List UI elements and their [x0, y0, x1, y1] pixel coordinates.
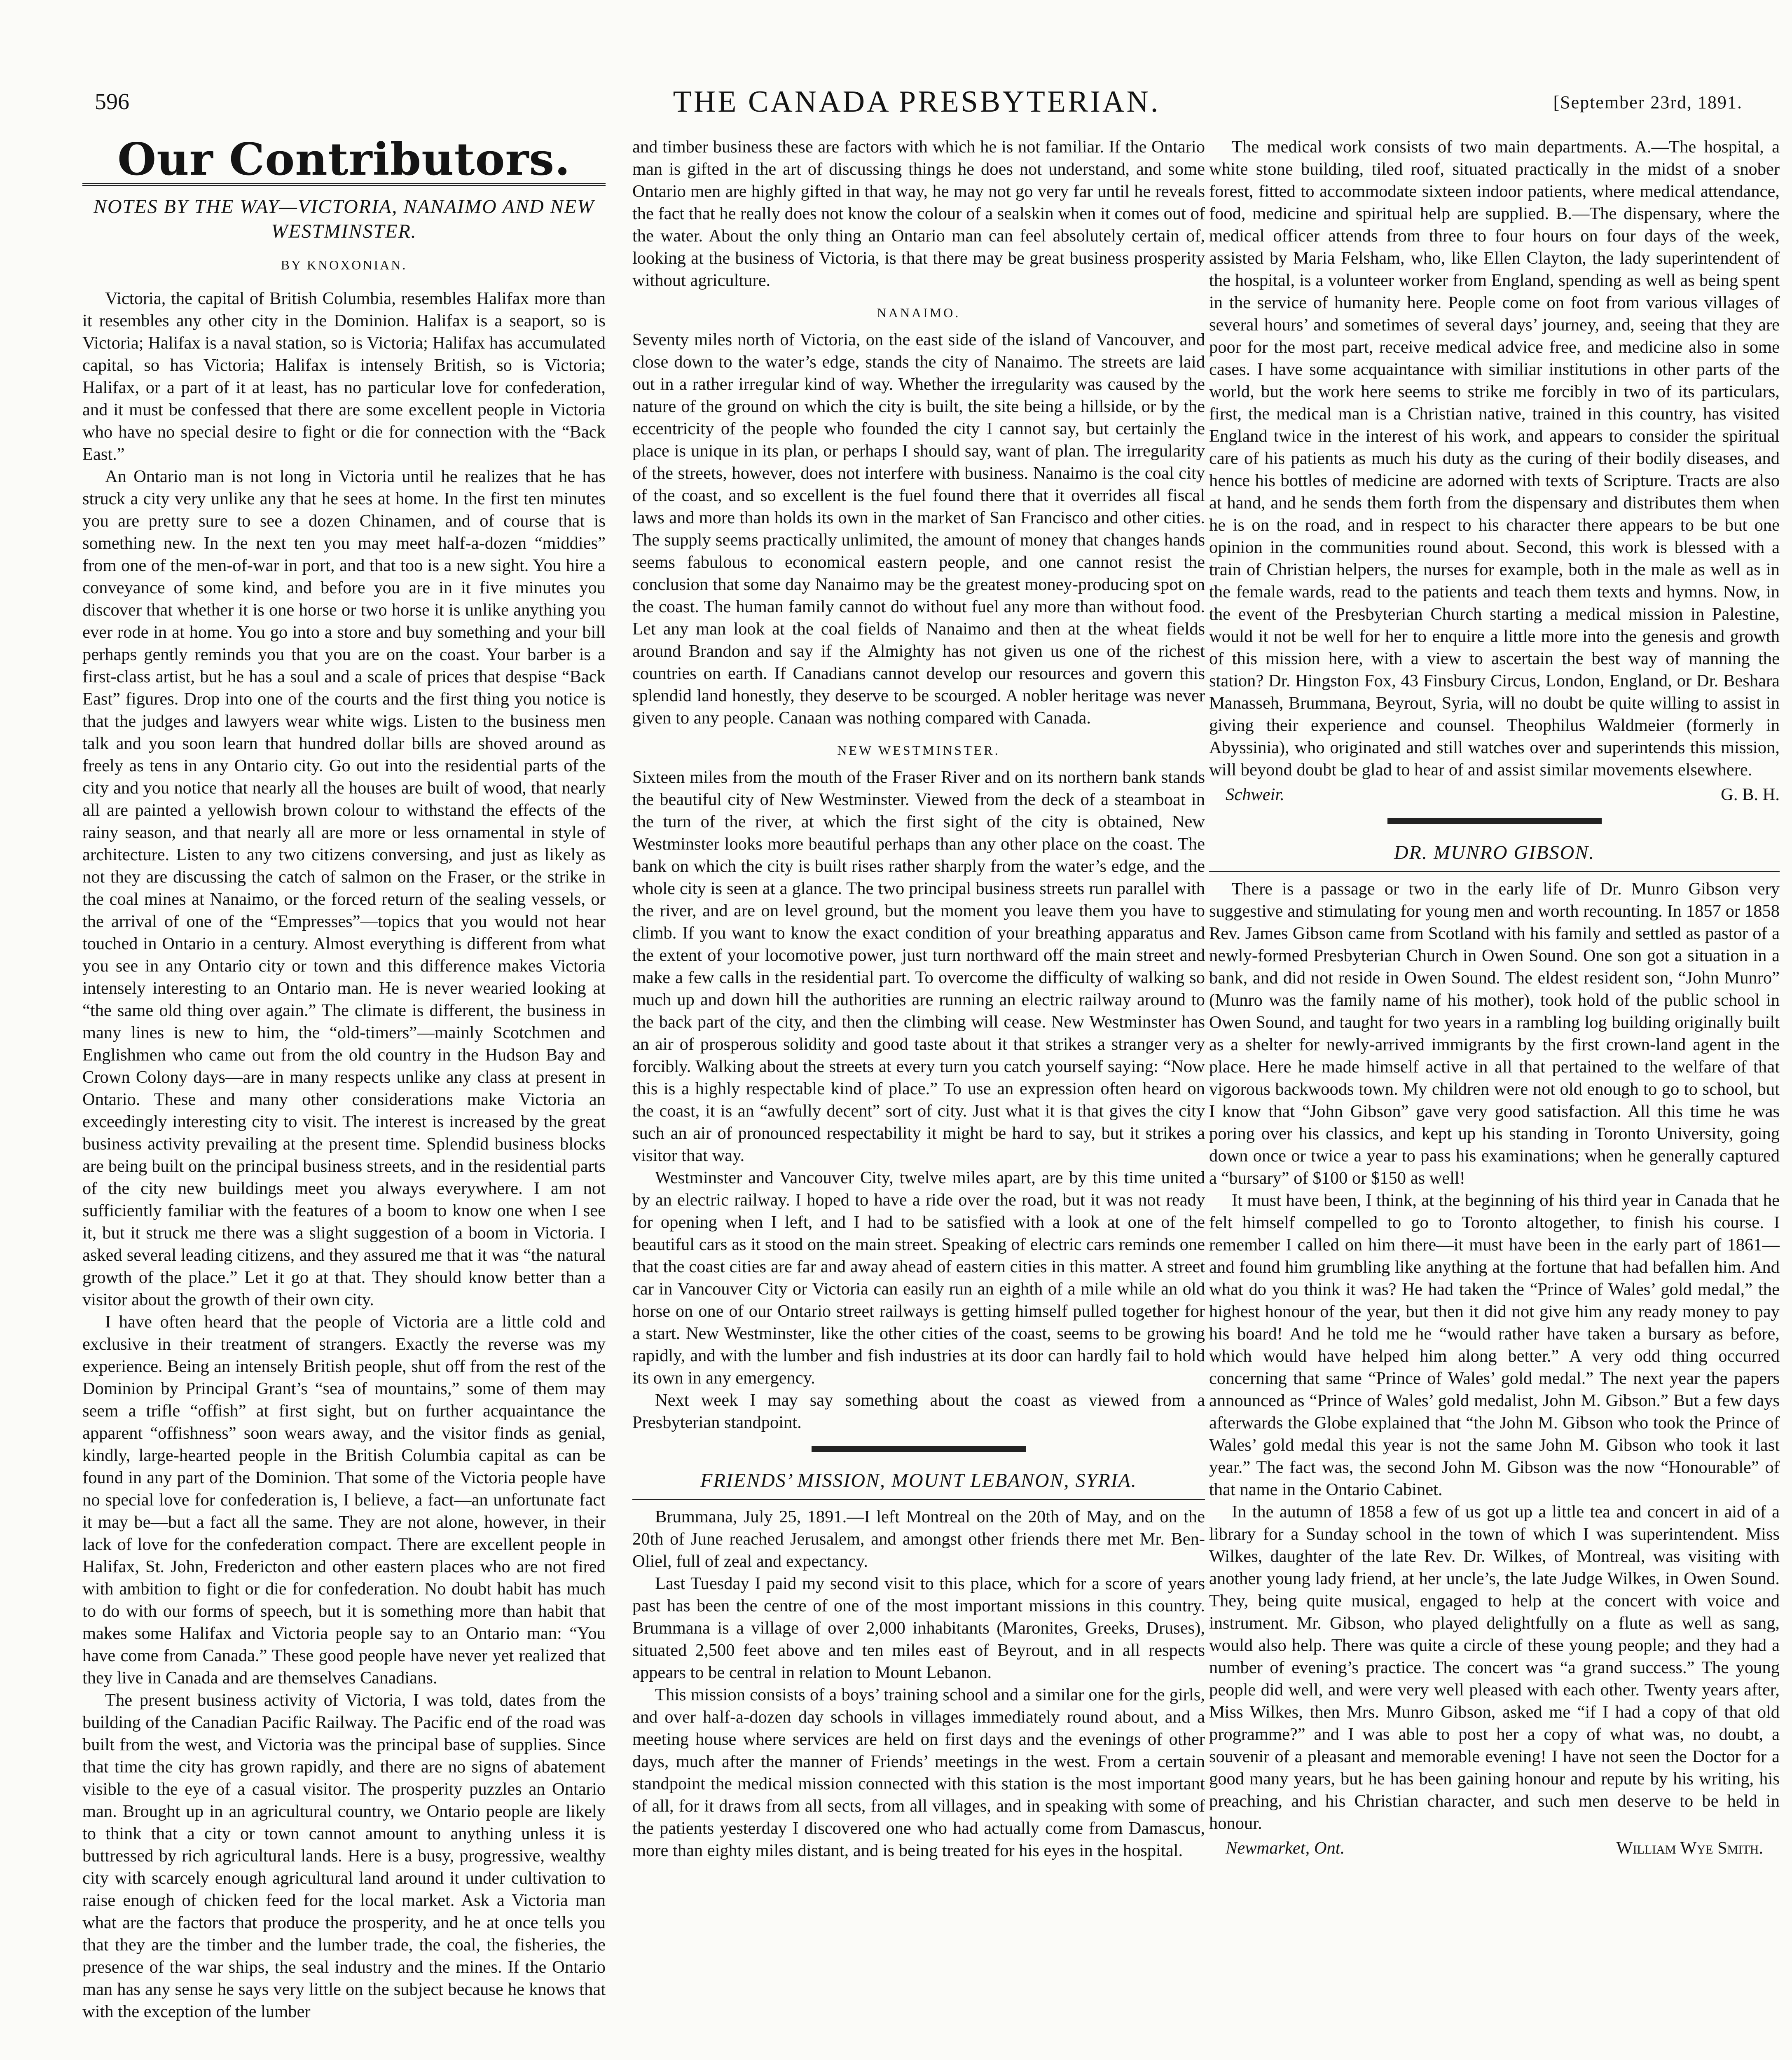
divider	[1209, 871, 1780, 872]
journal-title: THE CANADA PRESBYTERIAN.	[673, 85, 1160, 119]
article-paragraph: This mission consists of a boys’ training school and a similar one for the girls, and over half-a-dozen day schools in villages immediately round about, and a meeting house where services are held on first days and the evenings of other days, much after the manner of Friends’ meetings in the west. From a certain standpoint the medical mission connected with this station is the most important of all, for it draws from all sects, from all villages, and in speaking with some of the patients yesterday I discovered one who had actually come from Damascus, more than eighty miles distant, and is being treated for his eyes in the hospital.	[632, 1685, 1205, 1860]
signature-line	[1209, 1837, 1780, 1859]
divider	[632, 1499, 1205, 1500]
article-place: Schweir.	[1226, 785, 1284, 804]
article-paragraph: Sixteen miles from the mouth of the Fraser River and on its northern bank stands the beautiful city of New Westminster. Viewed from the deck of a steamboat in the turn of the river, at which the first sight of the city is obtained, New Westminster looks more beautiful perhaps than any other place on the coast. The bank on which the city is built rises rather sharply from the water’s edge, and the whole city is seen at a glance. The two principal business streets run parallel with the river, and are on level ground, but the moment you leave them you have to climb. If you want to know the exact condition of your breathing apparatus and the extent of your locomotive power, just turn northward off the main street and make a few calls in the residential part. To overcome the difficulty of walking so much up and down hill the authorities are running an electric railway around to the back part of the city, and then the climbing will cease. New Westminster has an air of prosperous solidity and good taste about it that strikes a stranger very forcibly. Walking about the streets at every turn you catch yourself saying: “Now this is a highly respectable kind of place.” To use an expression often heard on the coast, it is an “awfully decent” sort of city. Just what it is that gives the city such an air of pronounced respectability it might be hard to say, but it strikes a visitor that way.	[632, 768, 1205, 1165]
article-signature: William Wye Smith.	[1616, 1838, 1763, 1858]
article-paragraph: I have often heard that the people of Victoria are a little cold and exclusive in their treatment of strangers. Exactly the reverse was my experience. Being an intensely British people, shut off from the rest of the Dominion by Principal Grant’s “sea of mountains,” some of them may seem a trifle “offish” at first sight, but on further acquaintance the apparent “offishness” soon wears away, and the visitor finds as genial, kindly, large-hearted people in the British Columbia capital as can be found in any part of the Dominion. That some of the Victoria people have no special love for confederation is, I believe, a fact—an unfortunate fact it may be—but a fact all the same. They are not alone, however, in their lack of love for the confederation compact. There are excellent people in Halifax, St. John, Fredericton and other eastern places who are not fired with ambition to fight or die for confederation. No doubt habit has much to do with our forms of speech, but it is something more than habit that makes some Halifax and Victoria people say to an Ontario man: “You have come from Canada.” These good people have never yet realized that they live in Canada and are themselves Canadians.	[82, 1312, 606, 1688]
article-paragraph: Next week I may say something about the coast as viewed from a Presbyterian standpoint.	[632, 1390, 1205, 1432]
column-1	[82, 136, 606, 2060]
article-paragraph: In the autumn of 1858 a few of us got up a little tea and concert in aid of a library for a Sunday school in the town of which I was superintendent. Miss Wilkes, daughter of the late Rev. Dr. Wilkes, of Montreal, was visiting with another young lady friend, at her uncle’s, the late Judge Wilkes, in Owen Sound. They, being quite musical, engaged to help at the concert with voice and instrument. Mr. Gibson, who played delightfully on a flute as well as sang, would also help. There was quite a circle of these young people; and they had a number of evening’s practice. The concert was “a grand success.” The young people did well, and were very well pleased with each other. Twenty years after, Miss Wilkes, then Mrs. Munro Gibson, asked me “if I had a copy of that old programme?” and I was able to post her a copy of what was, no doubt, a souvenir of a pleasant and memorable evening! I have not seen the Doctor for a good many years, but he has been gaining honour and repute by his writing, his preaching, and his Christian character, and such men deserve to be held in honour.	[1209, 1502, 1780, 1833]
article-byline: BY KNOXONIAN.	[281, 258, 407, 272]
article-paragraph: It must have been, I think, at the beginning of his third year in Canada that he felt himself compelled to go to Toronto altogether, to finish his course. I remember I called on him there—it must have been in the early part of 1861—and found him grumbling like anything at the fortune that had befallen him. And what do you think it was? He had taken the “Prince of Wales’ gold medal,” the highest honour of the year, but then it did not give him any ready money to pay his board! And he told me he “would rather have taken a bursary as before, which would have helped him along better.” A very odd thing occurred concerning that same “Prince of Wales’ gold medal.” The next year the papers announced as “Prince of Wales’ gold medalist, John M. Gibson.” But a few days afterwards the Globe explained that “the John M. Gibson who took the Prince of Wales’ gold medal this year is not the same John M. Gibson who took it last year.” The fact was, the second John M. Gibson was the now “Honourable” of that name in the Ontario Cabinet.	[1209, 1191, 1780, 1499]
article-title: NOTES BY THE WAY—VICTORIA, NANAIMO AND NEW WESTMINSTER.	[93, 196, 595, 242]
article-signature: G. B. H.	[1721, 785, 1780, 804]
article-paragraph: The present business activity of Victoria, I was told, dates from the building of the Canadian Pacific Railway. The Pacific end of the road was built from the west, and Victoria was the principal base of supplies. Since that time the city has grown rapidly, and there are no signs of abatement visible to the eye of a casual visitor. The prosperity puzzles an Ontario man. Brought up in an agricultural country, we Ontario people are likely to think that a city or town cannot amount to anything unless it is buttressed by rich agricultural lands. Here is a busy, progressive, wealthy city with scarcely enough agricultural land around it under cultivation to raise enough of chicken feed for the local market. Ask a Victoria man what are the factors that produce the prosperity, and he at once tells you that they are the timber and the lumber trade, the coal, the fisheries, the presence of the war ships, the seal industry and the mines. If the Ontario man has any sense he says very little on the subject because he knows that with the exception of the lumber	[82, 1690, 606, 2021]
page-header	[91, 84, 1743, 126]
article-title: FRIENDS’ MISSION, MOUNT LEBANON, SYRIA.	[700, 1470, 1137, 1491]
article-paragraph: Westminster and Vancouver City, twelve miles apart, are by this time united by an electric railway. I hoped to have a ride over the road, but it was not ready for opening when I left, and I had to be satisfied with a look at one of the beautiful cars as it stood on the main street. Speaking of electric cars reminds one that the coast cities are far and away ahead of eastern cities in this matter. A street car in Vancouver City or Victoria can easily run an eighth of a mile while an old horse on one of our Ontario street railways is getting himself pulled together for a start. New Westminster, like the other cities of the coast, seems to be growing rapidly, and with the lumber and fish industries at its door can hardly fail to hold its own in any emergency.	[632, 1168, 1205, 1388]
article-paragraph: There is a passage or two in the early life of Dr. Munro Gibson very suggestive and stimulating for young men and worth recounting. In 1857 or 1858 Rev. James Gibson came from Scotland with his family and settled as pastor of a newly-formed Presbyterian Church in Owen Sound. One son got a situation in a bank, and did not reside in Owen Sound. The eldest resident son, “John Munro” (Munro was the family name of his mother), took hold of the public school in Owen Sound, and taught for two years in a rambling log building originally built as a shelter for newly-arrived immigrants by the first crown-land agent in the place. Here he made himself active in all that pertained to the welfare of that vigorous backwoods town. My children were not old enough to go to school, but I know that “John Gibson” gave very good satisfaction. All this time he was poring over his classics, and kept up his standing in Toronto University, going down once or twice a year to pass his examinations; when he generally captured a “bursary” of $100 or $150 as well!	[1209, 879, 1780, 1188]
article-place: Newmarket, Ont.	[1226, 1838, 1345, 1858]
article-paragraph: Last Tuesday I paid my second visit to this place, which for a score of years past has been the centre of one of the most important missions in this country. Brummana is a village of over 2,000 inhabitants (Maronites, Greeks, Druses), situated 2,500 feet above and ten miles east of Beyrout, and in all respects appears to be central in relation to Mount Lebanon.	[632, 1574, 1205, 1682]
column-3	[1209, 136, 1780, 2060]
column-2	[632, 136, 1205, 2060]
article-separator	[812, 1446, 1026, 1452]
article-paragraph-continued: and timber business these are factors with which he is not familiar. If the Ontario man is gifted in the art of discussing things he does not understand, and some Ontario men are highly gifted in that way, he may not go very far until he reveals the fact that he really does not know the colour of a sealskin when it comes out of the water. About the only thing an Ontario man can feel absolutely certain of, looking at the business of Victoria, is that there may be great business prosperity without agriculture.	[632, 137, 1205, 290]
issue-date: [September 23rd, 1891.	[1553, 92, 1743, 112]
article-separator	[1387, 818, 1602, 824]
subsection-heading: NANAIMO.	[877, 305, 961, 320]
article-title: DR. MUNRO GIBSON.	[1394, 842, 1595, 864]
signature-line	[1209, 784, 1780, 806]
page-number: 596	[95, 89, 129, 115]
article-paragraph: An Ontario man is not long in Victoria until he realizes that he has struck a city very unlike any that he sees at home. In the first ten minutes you are pretty sure to see a dozen Chinamen, and of course that is something new. In the next ten you may meet half-a-dozen “middies” from one of the men-of-war in port, and that too is a new sight. You hire a conveyance of some kind, and before you are in it five minutes you discover that whether it is one horse or two horse it is unlike anything you ever rode in at home. You go into a store and buy something and your bill perhaps gently reminds you that you are on the coast. Your barber is a first-class artist, but he has a soul and a scale of prices that despise “Back East” figures. Drop into one of the courts and the first thing you notice is that the judges and lawyers wear white wigs. Listen to the business men talk and you soon learn that hundred dollar bills are shoved around as freely as tens in any Ontario city. Go out into the residential parts of the city and you notice that nearly all the houses are built of wood, that nearly all are painted a yellowish brown colour to withstand the effects of the rainy season, and that nearly all are more or less ornamental in style of architecture. Listen to any two citizens conversing, and just as likely as not they are discussing the catch of salmon on the Fraser, or the strike in the coal mines at Nanaimo, or the forced return of the sealing vessels, or the arrival of one of the “Empresses”—topics that you would not hear touched in Ontario in a century. Almost everything is different from what you see in any Ontario city or town and this difference makes Victoria intensely interesting to an Ontario man. He is never wearied looking at “the same old thing over again.” The climate is different, the business in many lines is new to him, the “old-timers”—mainly Scotchmen and Englishmen who came out from the old country in the Hudson Bay and Crown Colony days—are in many respects unlike any class at present in Ontario. These and many other considerations make Victoria an exceedingly interesting city to visit. The interest is increased by the great business activity prevailing at the present time. Splendid business blocks are being built on the principal business streets, and in the residential parts of the city new buildings meet you always everywhere. I am not sufficiently familiar with the features of a boom to know one when I see it, but it struck me there was a slight suggestion of a boom in Victoria. I asked several leading citizens, and they assured me that it was “the natural growth of the place.” Let it go at that. They should know better than a visitor about the growth of their own city.	[82, 467, 606, 1309]
article-paragraph: Brummana, July 25, 1891.—I left Montreal on the 20th of May, and on the 20th of June reached Jerusalem, and amongst other friends there met Mr. Ben-Oliel, full of zeal and expectancy.	[632, 1507, 1205, 1571]
article-paragraph: Victoria, the capital of British Columbia, resembles Halifax more than it resembles any other city in the Dominion. Halifax is a seaport, so is Victoria; Halifax is a naval station, so is Victoria; Halifax has accumulated capital, so has Victoria; Halifax is intensely British, so is Victoria; Halifax, or a part of it at least, has no particular love for confederation, and it must be confessed that there are some excellent people in Victoria who have no special desire to fight or die for connection with the “Back East.”	[82, 289, 606, 464]
article-paragraph: Seventy miles north of Victoria, on the east side of the island of Vancouver, and close down to the water’s edge, stands the city of Nanaimo. The streets are laid out in a rather irregular kind of way. Whether the irregularity was caused by the nature of the ground on which the city is built, the site being a hillside, or by the eccentricity of the people who founded the city I cannot say, but certainly the place is unique in its plan, or perhaps I should say, want of plan. The irregularity of the streets, however, does not interfere with business. Nanaimo is the coal city of the coast, and so excellent is the fuel found there that it overrides all fiscal laws and more than holds its own in the market of San Francisco and other cities. The supply seems practically unlimited, the amount of money that changes hands seems fabulous to economical eastern people, and one cannot resist the conclusion that some day Nanaimo may be the greatest money-producing spot on the coast. The human family cannot do without fuel any more than without food. Let any man look at the coal fields of Nanaimo and then at the wheat fields around Brandon and say if the Almighty has not given us one of the richest countries on earth. If Canadians cannot develop our resources and govern this splendid land honestly, they deserve to be scourged. A nobler heritage was never given to any people. Canaan was nothing compared with Canada.	[632, 330, 1205, 728]
article-paragraph: The medical work consists of two main departments. A.—The hospital, a white stone building, tiled roof, situated practically in the midst of a snober forest, fitted to accommodate sixteen indoor patients, where medical attendance, food, medicine and spiritual help are supplied. B.—The dispensary, where the medical officer attends from three to four hours on four days of the week, assisted by Maria Felsham, who, like Ellen Clayton, the lady superintendent of the hospital, is a volunteer worker from England, spending as well as being spent in the service of humanity here. People come on foot from various villages of several hours’ and sometimes of several days’ journey, and, seeing that they are poor for the most part, receive medical advice free, and medicine also in some cases. I have some acquaintance with similiar institutions in other parts of the world, but the work here seems to strike me forcibly in two of its particulars, first, the medical man is a Christian native, trained in this country, has visited England twice in the interest of his work, and appears to consider the spiritual care of his patients as much his duty as the curing of their bodily diseases, and hence his bottles of medicine are adorned with texts of Scripture. Tracts are also at hand, and he sends them forth from the dispensary and distributes them when he is on the road, and in respect to his character there appears to be but one opinion in the communities round about. Second, this work is blessed with a train of Christian helpers, the nurses for example, both in the male as well as in the female wards, read to the patients and teach them texts and hymns. Now, in the event of the Presbyterian Church starting a medical mission in Palestine, would it not be well for her to enquire a little more into the genesis and growth of this mission here, with a view to ascertain the best way of manning the station? Dr. Hingston Fox, 43 Finsbury Circus, London, England, or Dr. Beshara Manasseh, Brummana, Beyrout, Syria, will no doubt be quite willing to assist in giving their experience and counsel. Theophilus Waldmeier (formerly in Abyssinia), who originated and still watches over and superintends this mission, will beyond doubt be glad to hear of and assist similar movements elsewhere.	[1209, 137, 1780, 780]
section-masthead: Our Contributors.	[117, 136, 571, 185]
subsection-heading: NEW WESTMINSTER.	[837, 743, 1000, 758]
